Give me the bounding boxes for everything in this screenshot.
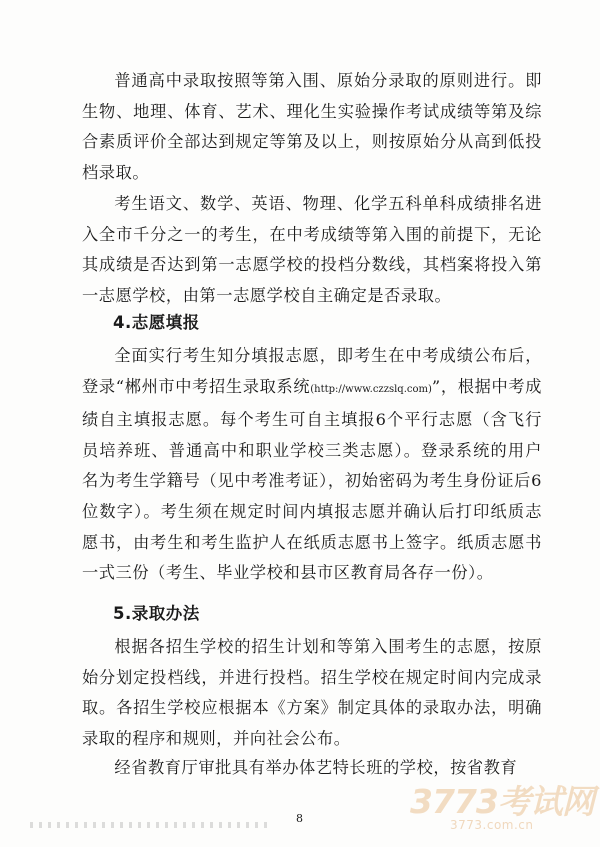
system-url: (http://www.czzslq.com) [310,383,432,395]
volunteer-text-before-url: 全面实行考生知分填报志愿，即考生在中考成绩公布后，登录“郴州市中考招生录取系统 [82,346,542,396]
page-number: 8 [296,812,303,825]
paragraph-top-students: 考生语文、数学、英语、物理、化学五科单科成绩排名进入全市千分之一的考生，在中考成绩等第入围的前提下，无论其成绩是否达到第一志愿学校的投档分数线，其档案将投入第一志愿学校，由第一志愿学校自主确定是否录取。 [82,194,542,305]
heading-admission-method: 5.录取办法 [113,604,200,623]
heading-volunteer-filling: 4.志愿填报 [113,313,200,332]
watermark-logo-text: 3773考试网 [410,782,594,821]
site-watermark [410,776,594,836]
scan-artifact [30,822,270,828]
paragraph-arts-sports: 经省教育厅审批具有举办体艺特长班的学校，按省教育 [114,758,518,777]
volunteer-text-after-url: ”，根据中考成绩自主填报志愿。每个考生可自主填报6个平行志愿（含飞行员培养班、普通高中和职业学校三类志愿）。登录系统的用户名为考生学籍号（见中考准考证），初始密码为考生身份证后6位数字）。考生须在规定时间内填报志愿并确认后打印纸质志愿书，由考生和考生监护人在纸质志愿书上签字。纸质志愿书一式三份（考生、毕业学校和县市区教育局各存一份）。 [82,376,542,583]
paragraph-volunteer-filling [82,341,542,589]
paragraph-admission-principle: 普通高中录取按照等第入围、原始分录取的原则进行。即生物、地理、体育、艺术、理化生实验操作考试成绩等第及综合素质评价全部达到规定等第及以上，则按原始分从高到低投档录取。 [82,71,542,182]
watermark-url: 3773.com.cn [450,818,534,832]
paragraph-admission-method: 根据各招生学校的招生计划和等第入围考生的志愿，按原始分划定投档线，并进行投档。招生学校在规定时间内完成录取。各招生学校应根据本《方案》制定具体的录取办法，明确录取的程序和规则，并向社会公布。 [82,637,542,748]
